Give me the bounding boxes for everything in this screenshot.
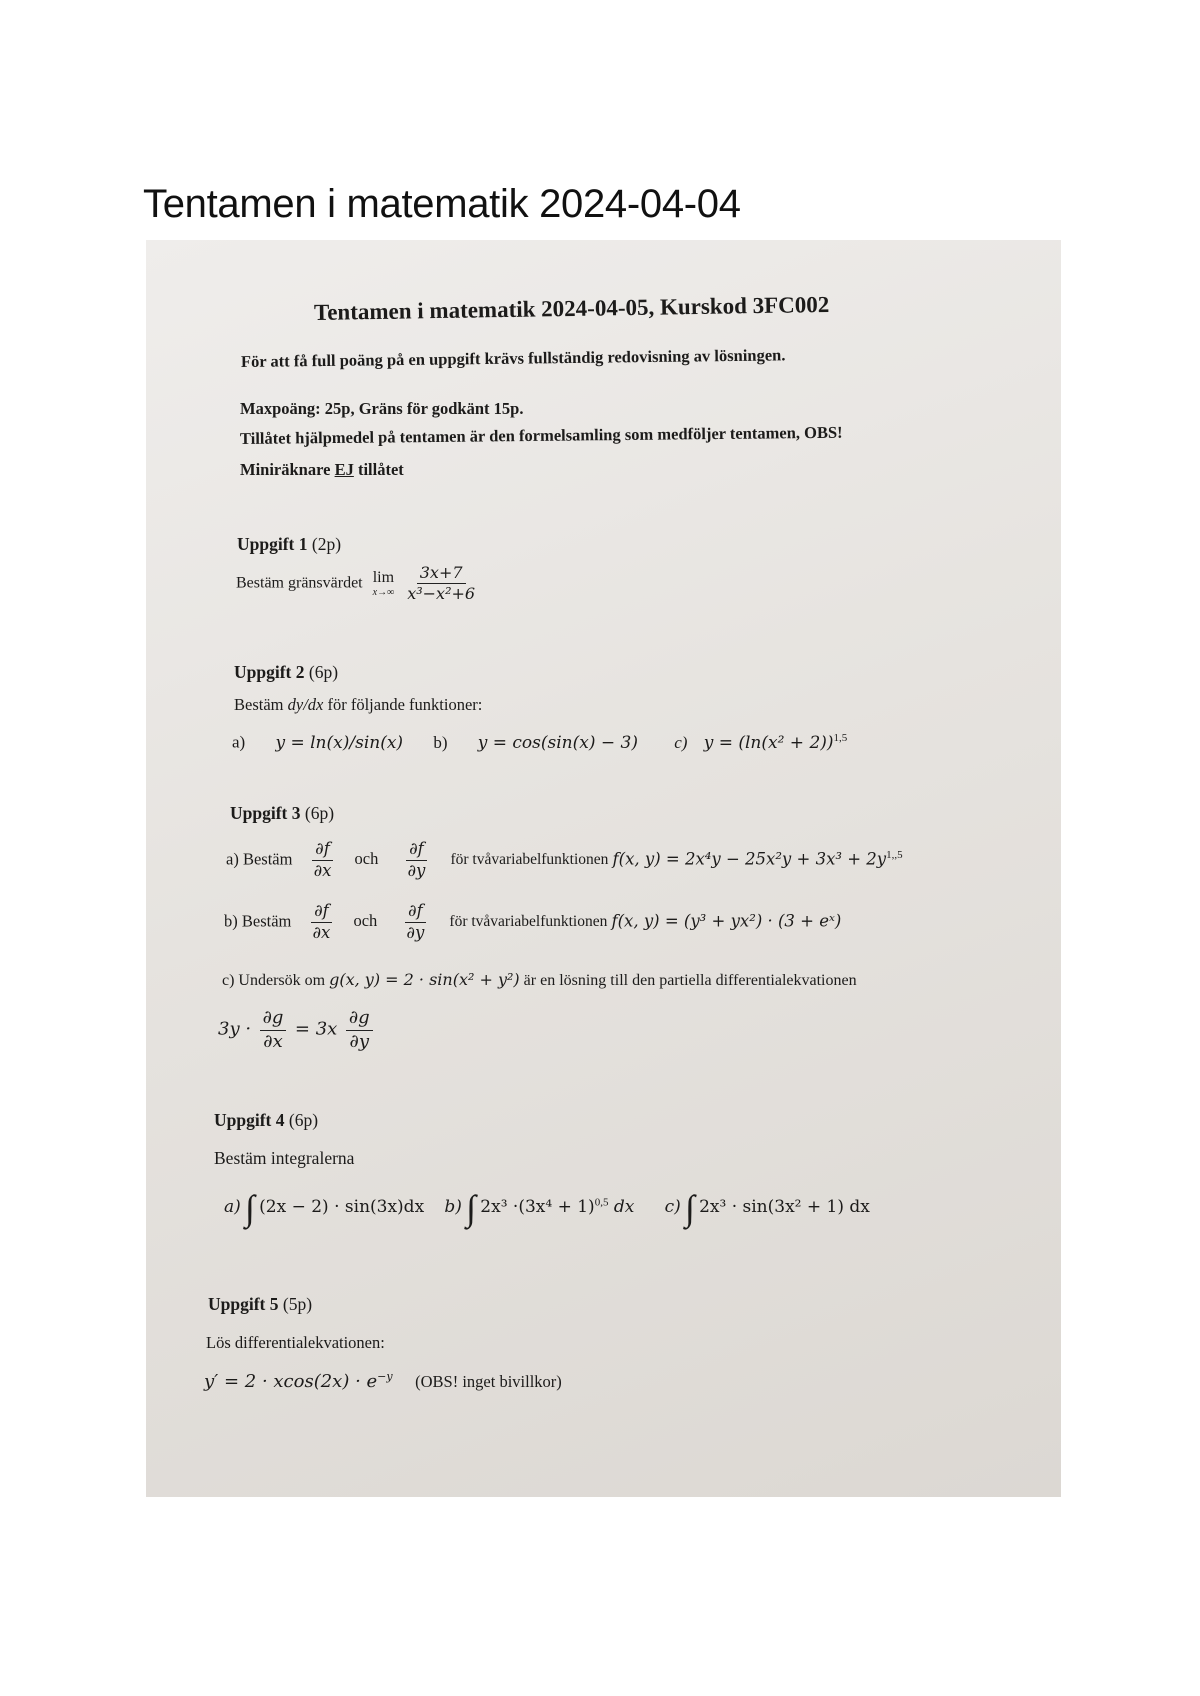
task1-numerator: 3x+7 [417,564,466,584]
task1-denominator: x³−x²+6 [407,584,476,604]
task4-intro: Bestäm integralerna [214,1148,355,1168]
exam-maxpoints: Maxpoäng: 25p, Gräns för godkänt 15p. [240,399,524,418]
exam-title: Tentamen i matematik 2024-04-05, Kurskod 3FC002 [313,291,830,325]
task3-pde-dgdx-den: ∂x [263,1030,283,1052]
task4-a-integral: ∫ [245,1188,255,1228]
task2-b-expr: y = cos(sin(x) − 3) [477,732,638,753]
task3-points: (6p) [304,803,335,823]
calc-ej: EJ [334,460,354,479]
task1-fraction [404,564,478,604]
task4-title: Uppgift 4 [214,1110,285,1130]
task1-lim [373,570,395,598]
task4-c-label: c) [664,1196,681,1217]
task3-pde-mid: = 3x [294,1018,338,1040]
task2-c-expr: y = (ln(x² + 2)) [703,732,834,753]
task3-b-dfdx-den: ∂x [312,922,331,942]
task2-a-expr: y = ln(x)/sin(x) [275,732,404,753]
task3-pde-dgdx [260,1008,287,1052]
task3-b-dfdx-num: ∂f [311,902,332,923]
task3-a-dfdx-den: ∂x [313,860,332,880]
exam-aids: Tillåtet hjälpmedel på tentamen är den formelsamling som medföljer tentamen, OBS! [239,422,843,448]
task3-pde-dgdx-num: ∂g [260,1008,287,1031]
task2-title: Uppgift 2 [234,662,305,682]
task3-pde-left: 3y · [218,1018,252,1040]
task3-b-dfdy [403,902,427,943]
task4-c-integral: ∫ [684,1188,695,1228]
task2-intro-var: dy/dx [287,695,324,714]
task3-pde-dgdy [346,1008,373,1052]
task5-points: (5p) [282,1294,313,1314]
task3-a-dfdy-den: ∂y [407,860,426,880]
task3-b-dfdy-num: ∂f [405,902,426,923]
task5-equation [204,1370,562,1392]
task2-intro-pre: Bestäm [234,695,284,714]
task3-b [224,902,841,943]
task5-title: Uppgift 5 [208,1294,279,1314]
task3-title: Uppgift 3 [230,803,301,823]
task3-b-fn: f(x, y) = (y³ + yx²) · (3 + eˣ) [611,911,842,931]
task2-heading [234,662,338,683]
task3-pde-dgdy-den: ∂y [349,1030,369,1052]
exam-intro: För att få full poäng på en uppgift krävs fullständig redovisning av lösningen. [240,345,786,371]
task4-c-expr: 2x³ · sin(3x² + 1) dx [699,1196,870,1217]
task3-b-label: b) Bestäm [224,911,292,931]
task3-c-label: c) Undersök om [222,972,326,989]
task3-a-och: och [354,849,379,869]
page-heading: Tentamen i matematik 2024-04-04 [143,182,741,226]
task5-note: (OBS! inget bivillkor) [415,1372,562,1391]
task4-points: (6p) [288,1110,319,1130]
task1-lim-sub: x→∞ [372,586,395,598]
task3-a-fntext: för tvåvariabelfunktionen [450,851,609,869]
task3-a-dfdx-num: ∂f [312,840,333,861]
task3-a-fn: f(x, y) = 2x⁴y − 25x²y + 3x³ + 2y [612,849,887,869]
task4-items [224,1190,870,1226]
task3-pde-dgdy-num: ∂g [346,1008,373,1031]
task2-items [232,732,847,753]
exam-photo [146,240,1061,1497]
task3-b-fntext: för tvåvariabelfunktionen [449,913,608,931]
task2-b-label: b) [433,732,448,752]
task3-b-dfdy-den: ∂y [406,922,425,942]
task3-b-dfdx [310,902,334,943]
task2-c-label: c) [674,732,688,752]
task3-heading [230,803,334,824]
task5-eq-exp: −y [377,1370,393,1383]
task4-a-expr: (2x − 2) · sin(3x)dx [259,1196,425,1217]
task3-a-label: a) Bestäm [226,849,293,869]
task5-eq: y′ = 2 · xcos(2x) · e [204,1371,378,1392]
task3-pde [218,1008,377,1052]
task1-body [236,564,482,604]
task4-b-exp: 0,5 [594,1196,609,1209]
task1-text: Bestäm gränsvärdet [236,574,363,592]
task1-lim-word: lim [372,568,395,586]
task2-intro-post: för följande funktioner: [327,695,483,714]
exam-calculator [240,460,404,480]
task3-a-dfdx [311,840,335,881]
exam-sheet [146,240,1061,1497]
task1-heading [237,534,341,555]
task1-title: Uppgift 1 [237,534,308,554]
task3-b-och: och [353,911,378,931]
task4-b-label: b) [444,1196,462,1217]
task3-a [226,840,903,881]
task2-a-label: a) [232,732,246,752]
task4-b-integral: ∫ [466,1188,477,1228]
task2-c-exp: 1,5 [833,732,848,744]
task3-c-fn: g(x, y) = 2 · sin(x² + y²) [329,970,520,989]
task3-c-text: är en lösning till den partiella differentialekvationen [523,972,857,989]
task4-heading [214,1110,318,1131]
calc-post: tillåtet [357,460,404,479]
task4-b-expr2: dx [608,1196,635,1217]
task1-points: (2p) [311,534,342,554]
task2-intro [234,695,482,715]
task5-heading [208,1294,312,1315]
task4-a-label: a) [224,1196,241,1217]
task3-a-exp: 1,,5 [886,848,903,861]
calc-pre: Miniräknare [240,460,331,479]
task3-c [222,970,857,990]
task3-a-dfdy [404,840,428,881]
task2-points: (6p) [308,662,339,682]
task5-intro: Lös differentialekvationen: [206,1333,385,1352]
task3-a-dfdy-num: ∂f [406,840,427,861]
task4-b-expr1: 2x³ ·(3x⁴ + 1) [480,1196,595,1217]
